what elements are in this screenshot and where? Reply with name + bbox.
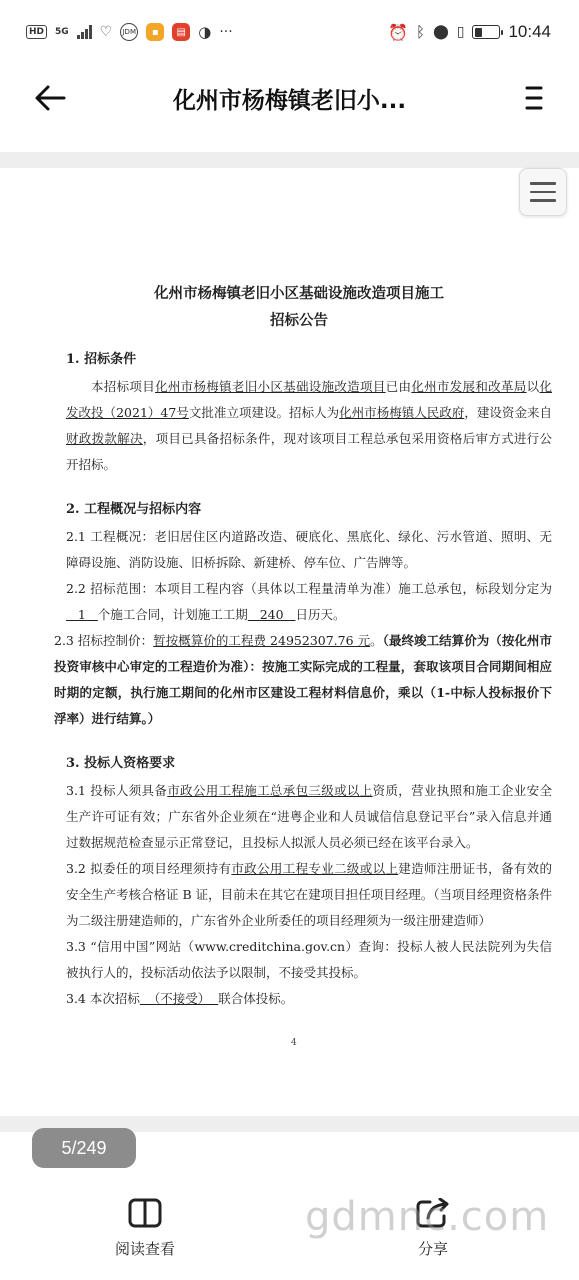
page-counter: 5/249	[32, 1128, 136, 1168]
section3-1-text: 3.1 投标人须具备市政公用工程施工总承包三级或以上资质，营业执照和施工企业安全生产许可证有效；广东省外企业须在“进粤企业和人员诚信信息登记平台”录入信息并通过数据规范检查显示正常登记，且投标人拟派人员必须已经在该平台录入。	[66, 783, 552, 850]
book-app-icon: ▤	[172, 23, 190, 41]
status-bar	[0, 0, 579, 64]
signal-icon	[77, 25, 92, 39]
book-open-icon	[128, 1198, 162, 1228]
top-separator	[0, 152, 579, 168]
battery-icon	[472, 25, 500, 39]
share-label: 分享	[417, 1240, 448, 1258]
arrow-left-icon	[34, 84, 66, 112]
section2-heading: 2. 工程概况与招标内容	[66, 502, 202, 517]
outline-icon-bar	[530, 191, 556, 194]
section3-2-text: 3.2 拟委任的项目经理须持有市政公用工程专业二级或以上建造师注册证书，备有效的安全生产考核合格证 B 证，目前未在其它在建项目担任项目经理。（当项目经理资格条件为二级注册建造师的，广东省外企业所委任的项目经理须为一级注册建造师）	[66, 861, 552, 928]
outline-menu-button[interactable]	[519, 168, 567, 216]
section3-heading: 3. 投标人资格要求	[66, 756, 176, 771]
outline-icon-bar	[530, 199, 556, 202]
document-page[interactable]	[0, 168, 579, 1116]
watermark: gdmnc.com	[305, 1194, 550, 1240]
back-button[interactable]	[30, 78, 70, 118]
status-left	[26, 23, 233, 41]
bottom-bar	[0, 1180, 579, 1280]
section2-1-text: 2.1 工程概况：老旧居住区内道路改造、硬底化、黑底化、绿化、污水管道、照明、无障碍设施、消防设施、旧桥拆除、新建桥、停车位、广告牌等。	[66, 529, 552, 570]
menu-icon	[524, 85, 544, 111]
compass-icon: ◑	[198, 23, 212, 41]
alarm-icon: ⏰	[388, 22, 409, 42]
section1-text: 本招标项目化州市杨梅镇老旧小区基础设施改造项目已由化州市发展和改革局以化发改投（2021）47号文批准立项建设。招标人为化州市杨梅镇人民政府，建设资金来自财政拨款解决，项目已具备招标条件，现对该项目工程总承包采用资格后审方式进行公开招标。	[66, 379, 552, 472]
read-view-label: 阅读查看	[114, 1240, 175, 1258]
page-title: 化州市杨梅镇老旧小...	[172, 88, 407, 114]
more-menu-button[interactable]	[519, 78, 549, 118]
section3-4-text: 3.4 本次招标 （不接受） 联合体投标。	[66, 991, 294, 1006]
page-number: 4	[291, 1038, 297, 1048]
more-notifications: ···	[219, 24, 233, 40]
status-right	[388, 22, 551, 42]
vibrate-icon: ▯	[456, 24, 465, 40]
hd-badge: HD	[26, 25, 47, 39]
jdm-icon: JDM	[120, 23, 138, 41]
section1-heading: 1. 招标条件	[66, 352, 137, 367]
document-content	[54, 280, 552, 1012]
location-icon: ⬤	[433, 24, 449, 40]
document-title-line2: 招标公告	[270, 312, 328, 329]
section2-2-text: 2.2 招标范围：本项目工程内容（具体以工程量清单为准）施工总承包，标段划分定为 1 个施工合同，计划施工工期 240 日历天。	[66, 581, 552, 622]
outline-icon-bar	[530, 182, 556, 185]
app-bar	[0, 64, 579, 132]
clock: 10:44	[508, 22, 551, 41]
section2-3-text: 2.3 招标控制价：暂按概算价的工程费 24952307.76 元。（最终竣工结算价为（按化州市投资审核中心审定的工程造价为准）：按施工实际完成的工程量，套取该项目合同期间相应时期的定额，执行施工期间的化州市区建设工程材料信息价，乘以（1-中标人投标报价下浮率）进行结算。）	[54, 633, 552, 726]
read-view-button[interactable]	[70, 1198, 220, 1259]
bluetooth-icon: ᛒ	[416, 23, 426, 41]
network-type: 5G	[55, 27, 69, 37]
heart-icon: ♡	[99, 24, 113, 40]
app-notification-icon: ▪	[146, 23, 164, 41]
document-title-line1: 化州市杨梅镇老旧小区基础设施改造项目施工	[154, 285, 444, 302]
section3-3-text: 3.3 “信用中国”网站（www.creditchina.gov.cn）查询：投标人被人民法院列为失信被执行人的，投标活动依法予以限制，不接受其投标。	[66, 939, 552, 980]
